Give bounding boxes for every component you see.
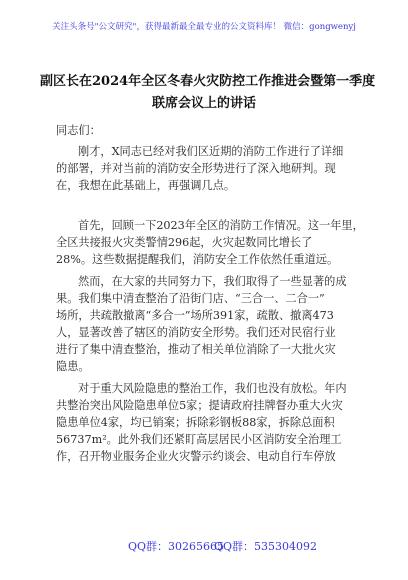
paragraph-line: 进行了集中清查整治，推动了相关单位消除了一大批火灾 bbox=[56, 343, 336, 356]
salutation bbox=[56, 122, 356, 139]
paragraph-line: 隐患单位4家，均已销案；拆除彩钢板88家，拆除总面积 bbox=[56, 416, 335, 429]
paragraph-3 bbox=[56, 273, 356, 375]
paragraph-line: 56737m²。此外我们还紧盯高层居民小区消防安全治理工 bbox=[56, 433, 342, 446]
header-banner: 关注头条号"公文研究"，获得最新最全最专业的公文资料库！ 微信：gongwenyj bbox=[52, 22, 356, 32]
paragraph-line: 刚才，X同志已经对我们区近期的消防工作进行了详细 bbox=[78, 145, 344, 158]
footer-qq-group-2: QQ群：535304092 bbox=[214, 540, 318, 553]
paragraph-1 bbox=[56, 143, 356, 194]
salutation-text: 同志们： bbox=[56, 124, 101, 137]
paragraph-4 bbox=[56, 380, 356, 465]
paragraph-line: 28%。这些数据提醒我们，消防安全工作依然任重道远。 bbox=[56, 253, 339, 266]
paragraph-line: 共整治突出风险隐患单位5家；提请政府挂牌督办重大火灾 bbox=[56, 399, 343, 412]
footer-qq-group-1: QQ群：30265665 bbox=[128, 540, 225, 553]
paragraph-line: 作，召开物业服务企业火灾警示约谈会、电动自行车停放 bbox=[56, 450, 336, 463]
paragraph-line: 全区共接报火灾类警情296起，火灾起数同比增长了 bbox=[56, 236, 313, 249]
document-title-line-2: 联席会议上的讲话 bbox=[151, 96, 256, 111]
paragraph-line: 对于重大风险隐患的整治工作，我们也没有放松。年内 bbox=[78, 382, 347, 395]
paragraph-line: 果。我们集中清查整治了沿街门店、“三合一、二合一” bbox=[56, 292, 325, 305]
footer bbox=[0, 538, 408, 554]
paragraph-line: 首先，回顾一下2023年全区的消防工作情况。这一年里， bbox=[78, 219, 364, 232]
paragraph-line: 场所，共疏散撤离“多合一”场所391家，疏散、撤离473 bbox=[56, 309, 334, 322]
paragraph-line: 然而，在大家的共同努力下，我们取得了一些显著的成 bbox=[78, 275, 347, 288]
paragraph-line: 在，我想在此基础上，再强调几点。 bbox=[56, 179, 236, 192]
paragraph-line: 人，显著改善了辖区的消防安全形势。我们还对民宿行业 bbox=[56, 326, 336, 339]
document-title-line-1: 副区长在2024年全区冬春火灾防控工作推进会暨第一季度 bbox=[40, 74, 376, 89]
paragraph-line: 的部署，并对当前的消防安全形势进行了深入地研判。现 bbox=[56, 162, 336, 175]
paragraph-line: 隐患。 bbox=[56, 360, 90, 373]
paragraph-2 bbox=[56, 217, 364, 268]
